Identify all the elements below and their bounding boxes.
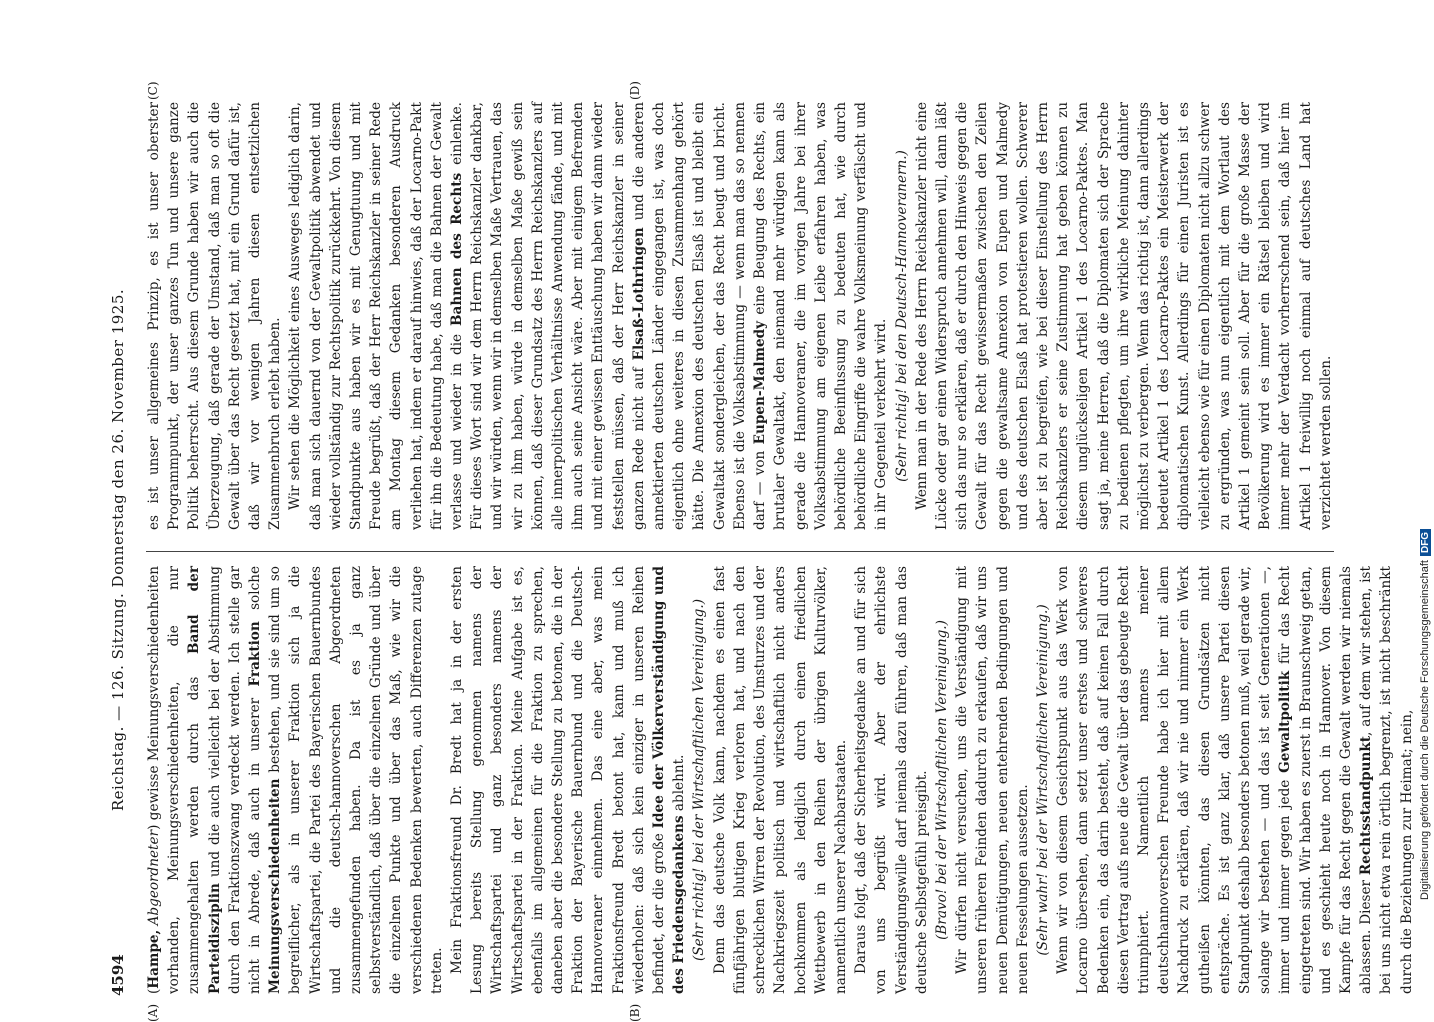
paragraph: es ist unser allgemeines Prinzip, es ist unser oberster Programmpunkt, der unser ganzes Tun und unsere ganze Politik beherrscht. Aus diesem Grunde haben wir auch die Überzeugung, daß gerade der Umstand, daß man so oft die Gewalt über das Recht gesetzt hat, mit ein Grund dafür ist, daß wir vor wenigen Jahren diesen entsetzlichen Zusammenbruch erlebt haben.	[146, 102, 284, 530]
paragraph: Wenn wir von diesem Gesichtspunkt aus das Werk von Locarno übersehen, dann setzt unser erstes und schweres Bedenken ein, das darin besteht, daß auf keinen Fall durch diesen Vertrag aufs neue die Gewalt über das gebeugte Recht triumphiert. Namentlich namens meiner deutschhannoverschen Freunde habe ich hier mit allem Nachdruck zu erklären, daß wir nie und nimmer ein Werk gutheißen könnten, das diesen Grundsätzen nicht entspräche. Es ist ganz klar, daß unsere Partei diesen Standpunkt deshalb besonders betonen muß, weil gerade wir, solange wir bestehen — und das ist seit Generationen —, immer und immer gegen jede Gewaltpolitik für das Recht eingetreten sind. Wir haben es zuerst in Braunschweig getan, und es geschieht heute noch in Hannover. Von diesem Kampfe für das Recht gegen die Gewalt werden wir niemals ablassen. Dieser Rechtsstandpunkt, auf dem wir stehen, ist bei uns nicht etwa rein örtlich begrenzt, ist nicht beschränkt durch die Beziehungen zur Heimat; nein,	[1055, 565, 1415, 994]
rotated-page	[106, 81, 1415, 1022]
paragraph: (Hampe, Abgeordneter) gewisse Meinungsverschiedenheiten vorhanden, Meinungsverschiedenheiten, die nur zusammengehalten werden durch das Band der Parteidisziplin und die auch vielleicht bei der Abstimmung durch den Fraktionszwang verdeckt werden. Ich stelle gar nicht in Abrede, daß auch in unserer Fraktion solche Meinungsverschiedenheiten bestehen, und sie sind um so begreiflicher, als in unserer Fraktion sich ja die Wirtschaftspartei, die Partei des Bayerischen Bauernbundes und die deutsch-hannoverschen Abgeordneten zusammengefunden haben. Da ist es ja ganz selbstverständlich, daß über die einzelnen Gründe und über die einzelnen Punkte und über das Maß, wie wir die verschiedenen Bedenken bewerten, auch Differenzen zutage treten.	[146, 565, 445, 994]
speaker-role: Abgeordneter	[146, 829, 162, 926]
margin-mark-b: (B)	[628, 1003, 642, 1022]
paragraph: Wir sehen die Möglichkeit eines Ausweges lediglich darin, daß man sich dauernd von der Gewaltpolitik abwendet und wieder vollständig zur Rechtspolitik zurückkehrt. Von diesem Standpunkte aus haben wir es mit Genugtuung und mit Freude begrüßt, daß der Herr Reichskanzler in seiner Rede am Montag diesem Gedanken besonderen Ausdruck verliehen hat, indem er darauf hinwies, daß der Locarno-Pakt für ihn die Bedeutung habe, daß man die Bahnen der Gewalt verlasse und wieder in die Bahnen des Rechts einlenke. Für dieses Wort sind wir dem Herrn Reichskanzler dankbar, und wir würden, wenn wir in demselben Maße Vertrauen, das wir zu ihm haben, würde in demselben Maße gewiß sein können, daß dieser Grundsatz des Herrn Reichskanzlers auf alle innerpolitischen Verhältnisse Anwendung fände, und mit ihm auch seine Ansicht wäre. Aber mit einigem Befremden und mit einer gewissen Enttäuschung haben wir dann wieder feststellen müssen, daß der Herr Reichskanzler in seiner ganzen Rede nicht auf Elsaß-Lothringen und die anderen annektierten deutschen Länder eingegangen ist, was doch eigentlich ohne weiteres in diesen Zusammenhang gehört hätte. Die Annexion des deutschen Elsaß ist und bleibt ein Gewaltakt sondergleichen, der das Recht beugt und bricht. Ebenso ist die Volksabstimmung — wenn man das so nennen darf — von Eupen-Malmedy eine Beugung des Rechts, ein brutaler Gewaltakt, den niemand mehr würdigen kann als gerade die Hannoveraner, die im vorigen Jahre bei ihrer Volksabstimmung am eigenen Leibe erfahren haben, was behördliche Beeinflussung zu bedeuten hat, wie durch behördliche Eingriffe die wahre Volksmeinung verfälscht und in ihr Gegenteil verkehrt wird.	[287, 101, 890, 530]
margin-mark-a: (A)	[146, 1003, 160, 1022]
page-title: Reichstag. — 126. Sitzung. Donnerstag den 26. November 1925.	[109, 288, 127, 812]
right-column	[144, 102, 1336, 530]
margin-mark-d: (D)	[628, 81, 642, 100]
dfg-logo: DFG	[1420, 529, 1431, 556]
page-header	[106, 100, 130, 1000]
left-column	[144, 566, 1417, 994]
paragraph: Wir dürfen nicht versuchen, uns die Verständigung mit unseren früheren Feinden dadurch zu erkaufen, daß wir uns neuen Demütigungen, neuen entehrenden Bedingungen und neuen Fesselungen aussetzen.	[954, 566, 1031, 994]
paragraph: Mein Fraktionsfreund Dr. Bredt hat ja in der ersten Lesung bereits Stellung genommen namens der Wirtschaftspartei und ganz besonders namens der Wirtschaftspartei in der Fraktion. Meine Aufgabe ist es, ebenfalls im allgemeinen für die Fraktion zu sprechen, daneben aber die besondere Stellung zu betonen, die in der Fraktion der Bayerische Bauernbund und die Deutsch-Hannoveraner einnehmen. Das eine aber, was mein Fraktionsfreund Bredt betont hat, kann und muß ich wiederholen: daß sich kein einziger in unseren Reihen befindet, der die große Idee der Völkerverständigung und des Friedensgedankens ablehnt.	[449, 565, 688, 994]
paragraph: Wenn man in der Rede des Herrn Reichskanzler nicht eine Lücke oder gar einen Widerspruch annehmen will, dann läßt sich das nur so erklären, daß er durch den Hinweis gegen die Gewalt für das Recht gewissermaßen zwischen den Zeilen gegen die gewaltsame Annexion von Eupen und Malmedy und des deutschen Elsaß hat protestieren wollen. Schwerer aber ist zu begreifen, wie bei dieser Einstellung des Herrn Reichskanzlers er seine Zustimmung hat geben können zu diesem unglückseligen Artikel 1 des Locarno-Paktes. Man sagt ja, meine Herren, daß die Diplomaten sich der Sprache zu bedienen pflegten, um ihre wirkliche Meinung dahinter möglichst zu verbergen. Wenn das richtig ist, dann allerdings bedeutet Artikel 1 des Locarno-Paktes ein Meisterwerk der diplomatischen Kunst. Allerdings für einen Juristen ist es vielleicht ebenso wie für einen Diplomaten nicht allzu schwer zu ergründen, was nun eigentlich mit dem Wortlaut des Artikel 1 gemeint sein soll. Aber für die große Masse der Bevölkerung wird es immer ein Rätsel bleiben und wird immer mehr der Verdacht vorherrschend sein, daß hier im Artikel 1 freiwillig noch einmal auf deutsches Land hat verzichtet werden sollen.	[913, 102, 1334, 530]
interjection: (Bravo! bei der Wirtschaftlichen Vereinigung.)	[933, 620, 950, 940]
page-number: 4594	[109, 954, 127, 996]
paragraph: Denn das deutsche Volk kann, nachdem es einen fast fünfjährigen blutigen Krieg verloren hat, und nach den schrecklichen Wirren der Revolution, des Umsturzes und der Nachkriegszeit politisch und wirtschaftlich nicht anders hochkommen als lediglich durch einen friedlichen Wettbewerb in den Reihen der übrigen Kulturvölker, namentlich unserer Nachbarstaaten.	[711, 566, 849, 994]
speaker-name: Hampe,	[146, 929, 162, 989]
interjection: (Sehr richtig! bei der Wirtschaftlichen Vereinigung.)	[691, 598, 708, 962]
column-divider	[146, 551, 1334, 552]
paragraph: Daraus folgt, daß der Sicherheitsgedanke an und für sich von uns begrüßt wird. Aber der ehrlichste Verständigungswille darf niemals dazu führen, daß man das deutsche Selbstgefühl preisgibt.	[853, 566, 930, 994]
margin-mark-c: (C)	[146, 81, 160, 100]
digitization-credit: Digitalisierung gefördert durch die Deutsche ForschungsgemeinschaftDFG	[1419, 0, 1431, 900]
digitization-credit-strip	[1405, 0, 1434, 1000]
interjection: (Sehr wahr! bei der Wirtschaftlichen Vereinigung.)	[1034, 604, 1051, 956]
interjection: (Sehr richtig! bei den Deutsch-Hannoveranern.)	[893, 150, 910, 482]
